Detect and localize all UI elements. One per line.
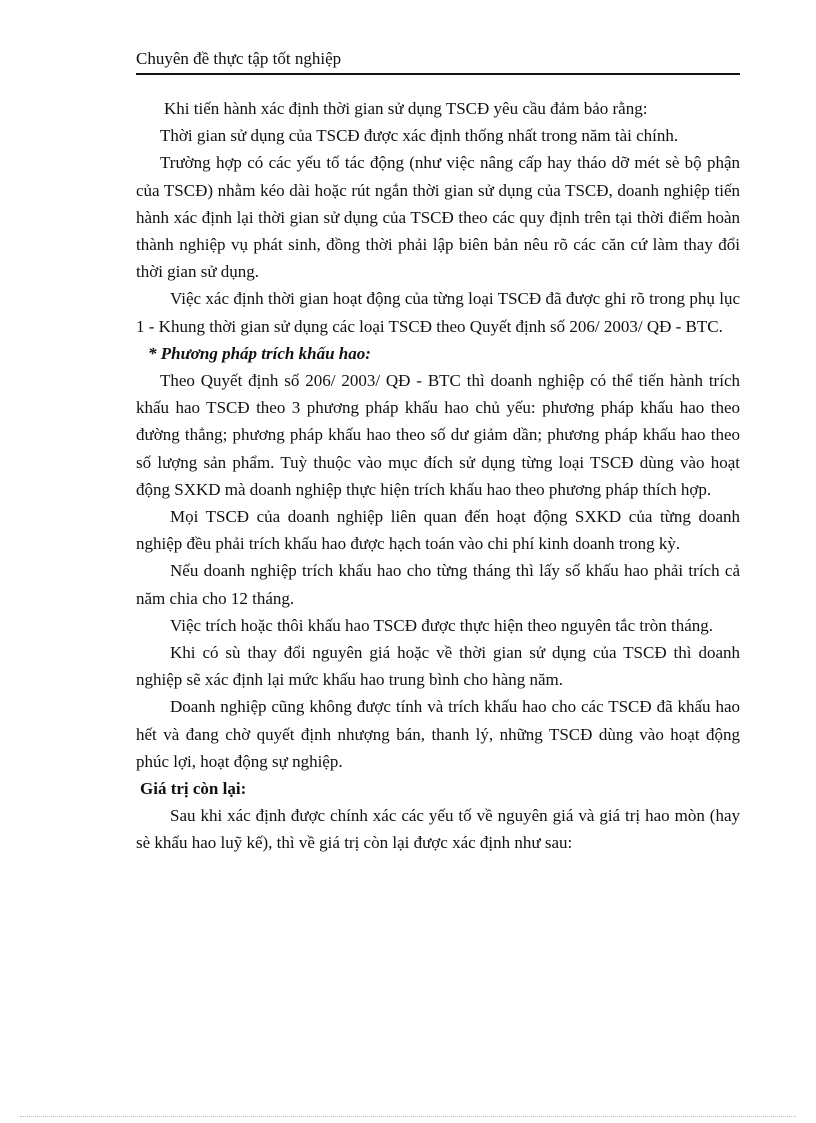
paragraph: Doanh nghiệp cũng không được tính và trích khấu hao cho các TSCĐ đã khấu hao hết và đang chờ quyết định nhượng bán, thanh lý, những TSCĐ dùng vào hoạt động phúc lợi, hoạt động sự nghiệp.	[136, 697, 740, 771]
paragraph: Mọi TSCĐ của doanh nghiệp liên quan đến hoạt động SXKD của từng doanh nghiệp đều phải trích khấu hao được hạch toán vào chi phí kinh doanh trong kỳ.	[136, 507, 740, 554]
paragraph: Việc trích hoặc thôi khấu hao TSCĐ được thực hiện theo nguyên tắc tròn tháng.	[170, 615, 714, 635]
paragraph: Theo Quyết định số 206/ 2003/ QĐ - BTC thì doanh nghiệp có thể tiến hành trích khấu hao TSCĐ theo 3 phương pháp khấu hao chủ yếu: phương pháp khấu hao theo đường thẳng; phương pháp khấu hao theo số dư giảm dần; phương pháp khấu hao theo số lượng sản phẩm. Tuỳ thuộc vào mục đích sử dụng từng loại TSCĐ dùng vào hoạt động SXKD mà doanh nghiệp thực hiện trích khấu hao theo phương pháp thích hợp.	[136, 371, 740, 499]
footer-divider	[20, 1116, 796, 1117]
document-body	[136, 95, 740, 857]
paragraph: Thời gian sử dụng của TSCĐ được xác định thống nhất trong năm tài chính.	[160, 126, 679, 146]
section-heading: Giá trị còn lại:	[140, 779, 247, 799]
header-title: Chuyên đề thực tập tốt nghiệp	[136, 49, 342, 68]
paragraph: Khi tiến hành xác định thời gian sử dụng TSCĐ yêu cầu đảm bảo rằng:	[164, 99, 648, 118]
paragraph: Sau khi xác định được chính xác các yếu tố về nguyên giá và giá trị hao mòn (hay sè khấu hao luỹ kế), thì về giá trị còn lại được xác định như sau:	[136, 806, 740, 853]
page-header	[136, 46, 740, 75]
paragraph: Trường hợp có các yếu tố tác động (như việc nâng cấp hay tháo dỡ mét sè bộ phận của TSCĐ) nhằm kéo dài hoặc rút ngắn thời gian sử dụng của TSCĐ, doanh nghiệp tiến hành xác định lại thời gian sử dụng của TSCĐ theo các quy định trên tại thời điểm hoàn thành nghiệp vụ phát sinh, đồng thời phải lập biên bản nêu rõ các căn cứ làm thay đổi thời gian sử dụng.	[136, 153, 740, 282]
paragraph: Nếu doanh nghiệp trích khấu hao cho từng tháng thì lấy số khấu hao phải trích cả năm chia cho 12 tháng.	[136, 561, 740, 608]
paragraph: Khi có sù thay đổi nguyên giá hoặc về thời gian sử dụng của TSCĐ thì doanh nghiệp sẽ xác định lại mức khấu hao trung bình cho hàng năm.	[136, 643, 740, 690]
section-heading: * Phương pháp trích khấu hao:	[148, 343, 371, 363]
paragraph: Việc xác định thời gian hoạt động của từng loại TSCĐ đã được ghi rõ trong phụ lục 1 - Khung thời gian sử dụng các loại TSCĐ theo Quyết định số 206/ 2003/ QĐ - BTC.	[136, 289, 740, 336]
